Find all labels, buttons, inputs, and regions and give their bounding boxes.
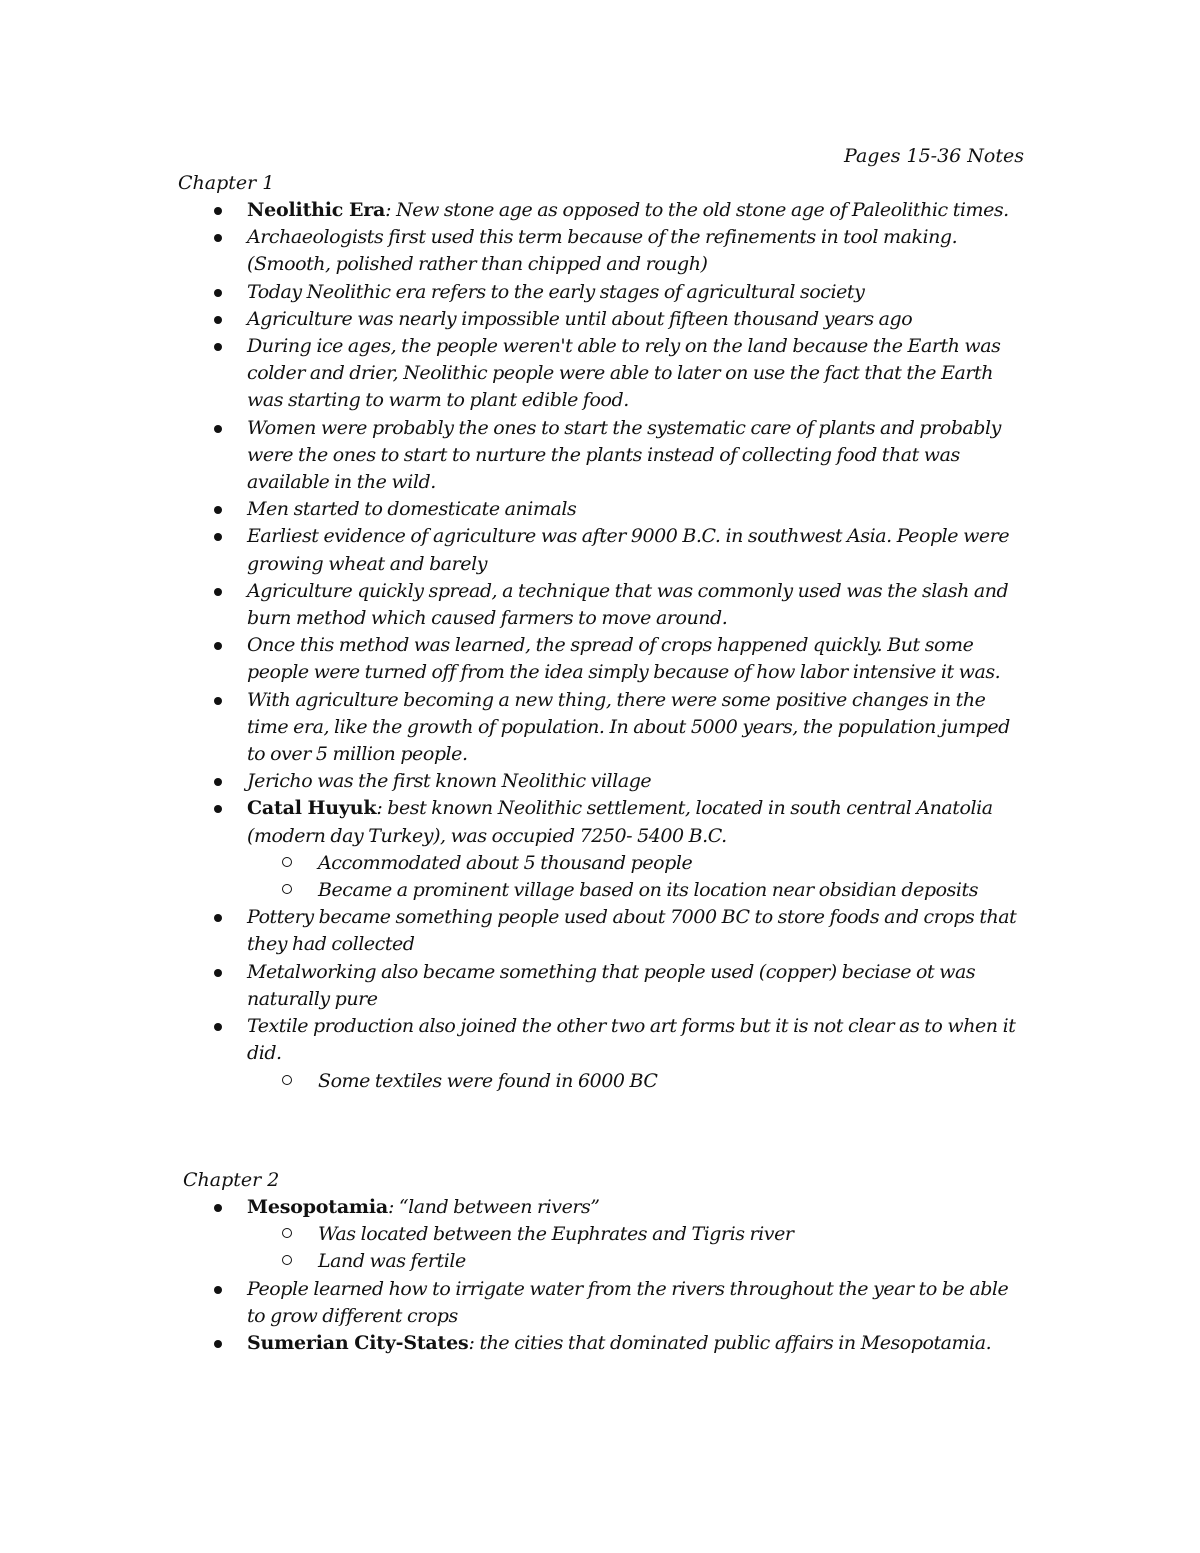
list-item [0,333,1027,415]
list-item [0,1013,1027,1067]
note-text: : best known Neolithic settlement, located in south central Anatolia (modern day Turkey), was occupied 7250- 5400 B.C. [247,797,993,847]
sub-list-item [0,1248,1028,1275]
bullet-icon [214,1286,222,1294]
note-text: Men started to domesticate animals [247,498,577,521]
bullet-icon [214,1023,222,1031]
note-text: Pottery became something people used about 7000 BC to store foods and crops that they had collected [247,906,1017,956]
sub-list-item [0,1221,1028,1248]
chapter-2-notes-list [0,1194,1028,1357]
pages-note: Pages 15-36 Notes [844,145,1024,167]
bullet-icon [214,1340,222,1348]
list-item [0,578,1027,632]
sub-list-item [0,877,1028,904]
bullet-icon [214,969,222,977]
bullet-icon [214,914,222,922]
bullet-icon [214,1204,222,1212]
bullet-icon [214,588,222,596]
sub-list-item [0,850,1028,877]
note-text: Agriculture was nearly impossible until about fifteen thousand years ago [247,307,913,330]
list-item [0,1194,1027,1221]
note-text: People learned how to irrigate water from the rivers throughout the year to be able to grow different crops [247,1277,1009,1327]
bullet-icon [214,343,222,351]
hollow-circle-bullet-icon [282,1228,292,1238]
note-text: Once this method was learned, the spread of crops happened quickly. But some people were turned off from the idea simply because of how labor intensive it was. [247,634,1001,684]
note-text: Textile production also joined the other two art forms but it is not clear as to when it did. [247,1015,1016,1065]
note-text: Earliest evidence of agriculture was after 9000 B.C. in southwest Asia. People were growing wheat and barely [247,525,1010,575]
chapter-1-notes-list [0,197,1028,1095]
list-item [0,904,1027,958]
note-text: Women were probably the ones to start the systematic care of plants and probably were the ones to start to nurture the plants instead of collecting food that was available in the wild. [247,416,1001,494]
list-item [0,687,1027,769]
list-item [0,496,1027,523]
list-item [0,197,1027,224]
list-item [0,795,1027,849]
hollow-circle-bullet-icon [282,857,292,867]
note-text: Became a prominent village based on its location near obsidian deposits [318,879,979,902]
list-item [0,768,1027,795]
note-text: Some textiles were found in 6000 BC [318,1069,658,1092]
bullet-icon [214,289,222,297]
note-text: Agriculture quickly spread, a technique that was commonly used was the slash and burn method which caused farmers to move around. [247,579,1009,630]
list-item [0,306,1027,333]
note-text: Accommodated about 5 thousand people [318,851,693,874]
note-text: Land was fertile [318,1250,466,1273]
sub-list-item [0,1068,1028,1095]
bullet-icon [214,533,222,541]
key-term: Sumerian City-States [247,1332,469,1355]
list-item [0,959,1027,1013]
bullet-icon [214,805,222,813]
hollow-circle-bullet-icon [282,884,292,894]
bullet-icon [214,234,222,242]
chapter-1-heading: Chapter 1 [178,172,275,194]
list-item [0,632,1027,686]
list-item [0,415,1027,497]
note-text: With agriculture becoming a new thing, there were some positive changes in the time era, like the growth of population. In about 5000 years, the population jumped to over 5 million people. [247,688,1010,766]
note-text: Jericho was the first known Neolithic village [247,770,652,793]
list-item [0,279,1027,306]
hollow-circle-bullet-icon [282,1075,292,1085]
chapter-2-heading: Chapter 2 [183,1169,280,1191]
list-item [0,1330,1027,1357]
note-text: Today Neolithic era refers to the early stages of agricultural society [247,280,865,303]
note-text: Metalworking also became something that people used (copper) beciase ot was naturally pure [247,960,976,1010]
note-text: : New stone age as opposed to the old stone age of Paleolithic times. [385,199,1009,221]
bullet-icon [214,207,222,215]
note-text: : the cities that dominated public affairs in Mesopotamia. [468,1332,992,1355]
bullet-icon [214,506,222,514]
note-text: Archaeologists first used this term because of the refinements in tool making. (Smooth, polished rather than chipped and rough) [247,226,958,276]
bullet-icon [214,425,222,433]
key-term: Neolithic Era [247,199,386,221]
key-term: Catal Huyuk [247,797,377,820]
list-item [0,224,1027,278]
bullet-icon [214,697,222,705]
list-item [0,523,1027,577]
bullet-icon [214,316,222,324]
hollow-circle-bullet-icon [282,1255,292,1265]
note-text: During ice ages, the people weren't able to rely on the land because the Earth was colder and drier, Neolithic people were able to later on use the fact that the Earth was starting to warm to plant edible food. [247,335,1001,412]
bullet-icon [214,778,222,786]
list-item [0,1276,1027,1330]
key-term: Mesopotamia [247,1196,388,1218]
note-text: : “land between rivers” [387,1196,600,1218]
note-text: Was located between the Euphrates and Tigris river [318,1223,794,1246]
bullet-icon [214,642,222,650]
